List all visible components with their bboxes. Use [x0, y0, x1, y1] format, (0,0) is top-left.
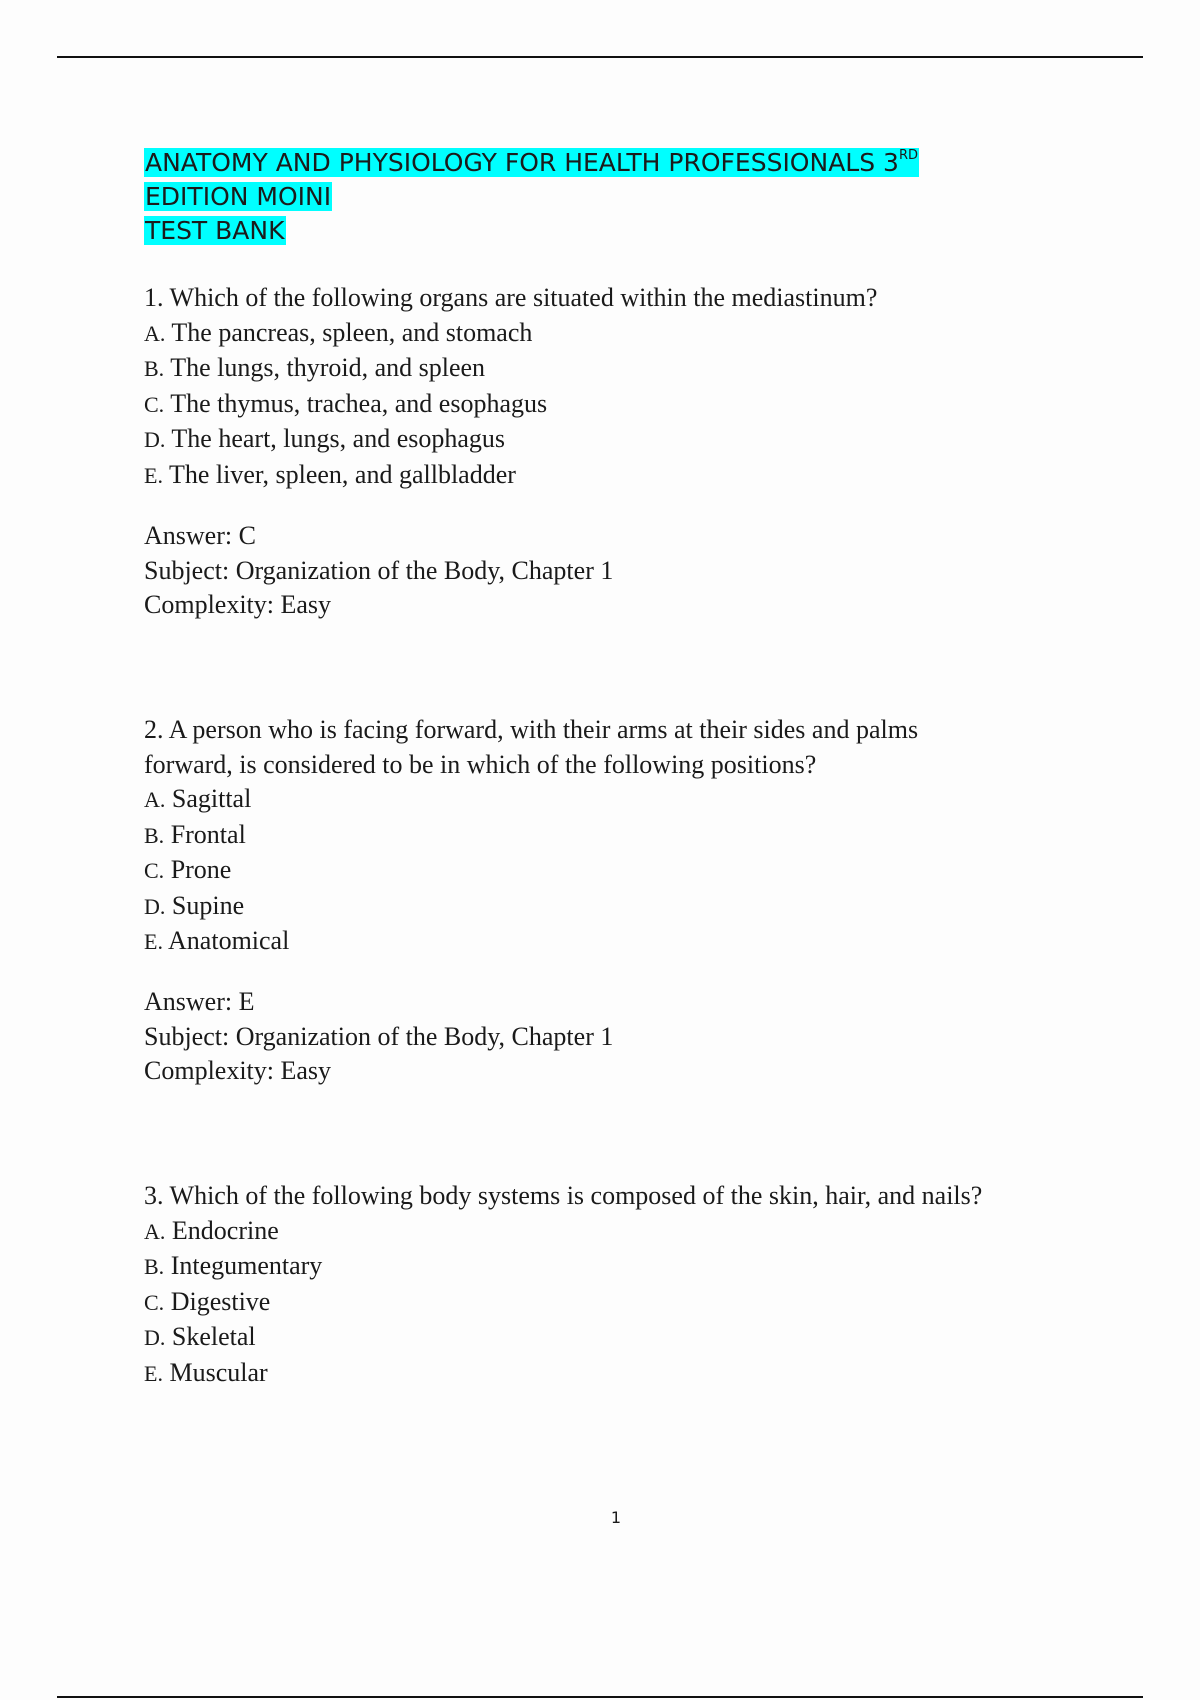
title-line-1: ANATOMY AND PHYSIOLOGY FOR HEALTH PROFESSIONALS 3: [145, 148, 899, 177]
question-1-option-c: C. The thymus, trachea, and esophagus: [144, 388, 548, 418]
question-2-option-c: C. Prone: [144, 855, 232, 884]
title-line-3: TEST BANK: [145, 216, 285, 245]
top-rule: [57, 56, 1143, 58]
question-3-option-c: C. Digestive: [144, 1286, 271, 1316]
question-2-stem-line-2: forward, is considered to be in which of the following positions?: [144, 749, 817, 779]
question-1: [144, 281, 1094, 493]
question-1-meta: [144, 519, 613, 623]
question-1-stem: 1. Which of the following organs are situated within the mediastinum?: [144, 283, 878, 312]
title-line-2: EDITION MOINI: [145, 182, 332, 211]
question-2-subject: Subject: Organization of the Body, Chapter 1: [144, 1021, 614, 1051]
question-3-option-e: E. Muscular: [144, 1357, 268, 1387]
question-2-stem-line-1: 2. A person who is facing forward, with their arms at their sides and palms: [144, 715, 919, 744]
question-3-stem: 3. Which of the following body systems is composed of the skin, hair, and nails?: [144, 1181, 983, 1210]
question-2-meta: [144, 985, 613, 1089]
question-2-complexity: Complexity: Easy: [144, 1056, 332, 1085]
title-highlight-1: [144, 148, 919, 177]
document-title: [144, 146, 919, 248]
question-2-option-e: E. Anatomical: [144, 926, 290, 955]
page-number: 1: [610, 1508, 622, 1527]
question-2-option-a: A. Sagittal: [144, 784, 252, 813]
question-1-option-a: A. The pancreas, spleen, and stomach: [144, 317, 533, 347]
question-2-answer: Answer: E: [144, 987, 255, 1016]
title-superscript: RD: [898, 148, 918, 163]
question-1-complexity: Complexity: Easy: [144, 590, 332, 619]
question-1-option-b: B. The lungs, thyroid, and spleen: [144, 353, 486, 382]
question-1-option-d: D. The heart, lungs, and esophagus: [144, 424, 506, 453]
question-3: [144, 1179, 1094, 1391]
bottom-rule: [57, 1696, 1143, 1698]
question-3-option-a: A. Endocrine: [144, 1215, 279, 1245]
question-3-option-b: B. Integumentary: [144, 1251, 323, 1280]
question-2-option-b: B. Frontal: [144, 819, 246, 849]
question-3-option-d: D. Skeletal: [144, 1322, 256, 1351]
question-1-option-e: E. The liver, spleen, and gallbladder: [144, 459, 516, 489]
question-1-answer: Answer: C: [144, 521, 256, 550]
question-1-subject: Subject: Organization of the Body, Chapter 1: [144, 555, 614, 585]
question-2-option-d: D. Supine: [144, 890, 245, 920]
question-2: [144, 713, 1094, 960]
